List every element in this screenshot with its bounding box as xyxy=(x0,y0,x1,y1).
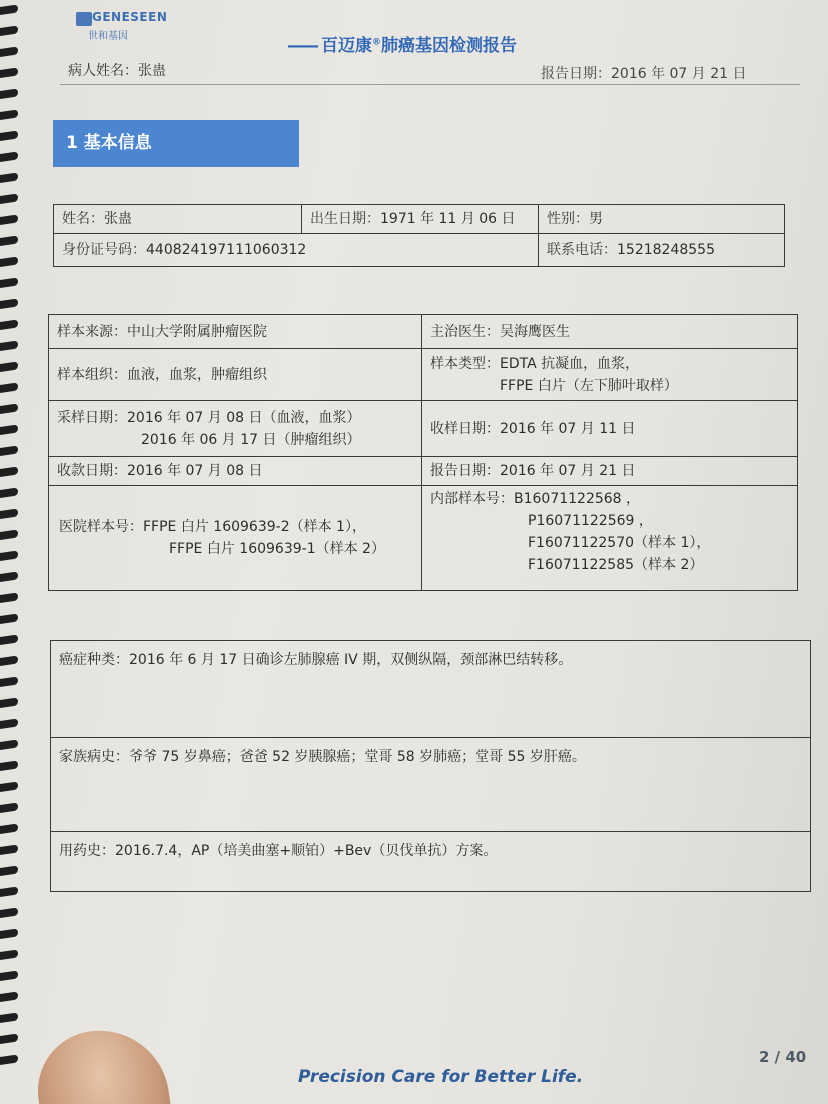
binding-ring xyxy=(0,466,18,477)
title-brand: 百迈康 xyxy=(321,36,372,56)
binding-ring xyxy=(0,193,18,204)
payment-label: 收款日期： xyxy=(57,463,127,479)
binding-ring xyxy=(0,109,18,120)
family-cell xyxy=(51,738,811,832)
hospital-no-cell xyxy=(49,486,422,591)
binding-ring xyxy=(0,886,18,897)
sample-report-value: 2016 年 07 月 21 日 xyxy=(500,463,636,479)
binding-ring xyxy=(0,1012,18,1023)
binding-ring xyxy=(0,67,18,78)
binding-ring xyxy=(0,781,18,792)
binding-ring xyxy=(0,865,18,876)
hospital-no-label: 医院样本号： xyxy=(59,519,143,535)
sample-info-table xyxy=(48,314,798,591)
hospital-no-line-2: FFPE 白片 1609639-1（样本 2） xyxy=(169,541,385,557)
table-row xyxy=(49,315,798,349)
type-line-1: EDTA 抗凝血，血浆， xyxy=(500,355,640,372)
sex-cell xyxy=(539,205,785,234)
table-row xyxy=(49,457,798,486)
tissue-value: 血液，血浆，肿瘤组织 xyxy=(127,366,267,383)
internal-no-line-2: P16071122569 ， xyxy=(528,513,653,529)
binding-ring xyxy=(0,508,18,519)
binding-ring xyxy=(0,991,18,1002)
binding-ring xyxy=(0,403,18,414)
binding-ring xyxy=(0,319,18,330)
medication-value: 2016.7.4，AP（培美曲塞+顺铂）+Bev（贝伐单抗）方案。 xyxy=(115,843,498,859)
binding-ring xyxy=(0,424,18,435)
binding-ring xyxy=(0,760,18,771)
binding-ring xyxy=(0,130,18,141)
internal-no-line-1: B16071122568 ， xyxy=(514,491,641,507)
binding-ring xyxy=(0,172,18,183)
receive-value: 2016 年 07 月 11 日 xyxy=(500,420,636,437)
binding-ring xyxy=(0,277,18,288)
binding-ring xyxy=(0,1033,18,1044)
report-title xyxy=(287,31,517,56)
family-value: 爷爷 75 岁鼻癌；爸爸 52 岁胰腺癌；堂哥 58 岁肺癌；堂哥 55 岁肝癌。 xyxy=(129,749,586,765)
table-row xyxy=(51,832,811,892)
binding-ring xyxy=(0,4,18,15)
id-label: 身份证号码： xyxy=(62,242,146,258)
section-banner: 1 基本信息 xyxy=(53,120,299,167)
binding-ring xyxy=(0,235,18,246)
binding-ring xyxy=(0,571,18,582)
basic-info-table xyxy=(53,204,785,267)
payment-value: 2016 年 07 月 08 日 xyxy=(127,463,263,479)
binding-ring xyxy=(0,214,18,225)
name-label: 姓名： xyxy=(62,211,104,227)
binding-ring xyxy=(0,949,18,960)
phone-value: 15218248555 xyxy=(617,242,715,258)
collect-line-2: 2016 年 06 月 17 日（肿瘤组织） xyxy=(141,431,361,448)
doctor-value: 吴海鹰医生 xyxy=(500,323,570,340)
table-row xyxy=(51,641,811,738)
binding-ring xyxy=(0,676,18,687)
collect-label: 采样日期： xyxy=(57,409,127,426)
binding-ring xyxy=(0,823,18,834)
table-row xyxy=(49,486,798,591)
tissue-label: 样本组织： xyxy=(57,366,127,383)
binding-ring xyxy=(0,88,18,99)
internal-no-label: 内部样本号： xyxy=(430,491,514,507)
registered-mark: ® xyxy=(372,37,381,48)
tissue-cell xyxy=(49,349,422,401)
binding-ring xyxy=(0,340,18,351)
internal-no-line-3: F16071122570（样本 1）， xyxy=(528,535,711,551)
binding-ring xyxy=(0,844,18,855)
id-cell xyxy=(54,234,539,267)
source-label: 样本来源： xyxy=(57,323,127,340)
type-line-2: FFPE 白片（左下肺叶取样） xyxy=(500,377,678,394)
binding-ring xyxy=(0,445,18,456)
company-logo xyxy=(76,10,168,44)
collect-cell xyxy=(49,401,422,457)
footer-slogan: Precision Care for Better Life. xyxy=(298,1067,584,1087)
binding-ring xyxy=(0,655,18,666)
binding-ring xyxy=(0,46,18,57)
patient-name-line xyxy=(68,60,166,80)
cancer-cell xyxy=(51,641,811,738)
table-row xyxy=(49,349,798,401)
history-table xyxy=(50,640,811,892)
binding-ring xyxy=(0,634,18,645)
dob-cell xyxy=(302,205,539,234)
sample-report-label: 报告日期： xyxy=(430,463,500,479)
patient-name: 张蛊 xyxy=(138,63,166,79)
dob-label: 出生日期： xyxy=(310,211,380,227)
binding-ring xyxy=(0,1054,18,1065)
receive-label: 收样日期： xyxy=(430,420,500,437)
internal-no-line-4: F16071122585（样本 2） xyxy=(528,557,704,573)
binding-ring xyxy=(0,487,18,498)
id-value: 440824197111060312 xyxy=(146,242,307,258)
table-row xyxy=(54,205,785,234)
table-row xyxy=(54,234,785,267)
logo-subtitle: 世和基因 xyxy=(88,31,128,42)
logo-text: GENESEEN xyxy=(92,10,168,24)
cancer-label: 癌症种类： xyxy=(59,652,129,668)
binding-ring xyxy=(0,613,18,624)
receive-cell xyxy=(422,401,798,457)
patient-name-label: 病人姓名： xyxy=(68,63,138,79)
table-row xyxy=(49,401,798,457)
source-cell xyxy=(49,315,422,349)
logo-icon xyxy=(76,12,92,26)
header-divider xyxy=(60,84,800,85)
family-label: 家族病史： xyxy=(59,749,129,765)
binding-ring xyxy=(0,739,18,750)
binding-ring xyxy=(0,151,18,162)
sex-value: 男 xyxy=(589,211,603,227)
report-date: 2016 年 07 月 21 日 xyxy=(611,66,747,82)
name-cell xyxy=(54,205,302,234)
title-rest: 肺癌基因检测报告 xyxy=(381,36,517,56)
title-dash: —— xyxy=(287,36,317,56)
binding-ring xyxy=(0,907,18,918)
page-number: 2 / 40 xyxy=(759,1048,807,1066)
phone-label: 联系电话： xyxy=(547,242,617,258)
binding-ring xyxy=(0,361,18,372)
spiral-binding xyxy=(0,0,22,1104)
dob-value: 1971 年 11 月 06 日 xyxy=(380,211,516,227)
report-date-line xyxy=(541,63,747,83)
binding-ring xyxy=(0,697,18,708)
type-label: 样本类型： xyxy=(430,355,500,372)
cancer-value: 2016 年 6 月 17 日确诊左肺腺癌 IV 期，双侧纵隔，颈部淋巴结转移。 xyxy=(129,652,573,668)
report-cell xyxy=(422,457,798,486)
binding-ring xyxy=(0,529,18,540)
hospital-no-line-1: FFPE 白片 1609639-2（样本 1）， xyxy=(143,519,366,535)
collect-line-1: 2016 年 07 月 08 日（血液，血浆） xyxy=(127,409,361,426)
report-date-label: 报告日期： xyxy=(541,66,611,82)
thumb xyxy=(30,1022,180,1104)
phone-cell xyxy=(539,234,785,267)
binding-ring xyxy=(0,718,18,729)
table-row xyxy=(51,738,811,832)
binding-ring xyxy=(0,928,18,939)
internal-no-cell xyxy=(422,486,798,591)
doctor-label: 主治医生： xyxy=(430,323,500,340)
binding-ring xyxy=(0,802,18,813)
doctor-cell xyxy=(422,315,798,349)
binding-ring xyxy=(0,550,18,561)
binding-ring xyxy=(0,970,18,981)
binding-ring xyxy=(0,256,18,267)
source-value: 中山大学附属肿瘤医院 xyxy=(127,323,267,340)
sex-label: 性别： xyxy=(547,211,589,227)
payment-cell xyxy=(49,457,422,486)
binding-ring xyxy=(0,382,18,393)
binding-ring xyxy=(0,25,18,36)
medication-label: 用药史： xyxy=(59,843,115,859)
binding-ring xyxy=(0,592,18,603)
name-value: 张蛊 xyxy=(104,211,132,227)
type-cell xyxy=(422,349,798,401)
medication-cell xyxy=(51,832,811,892)
binding-ring xyxy=(0,298,18,309)
